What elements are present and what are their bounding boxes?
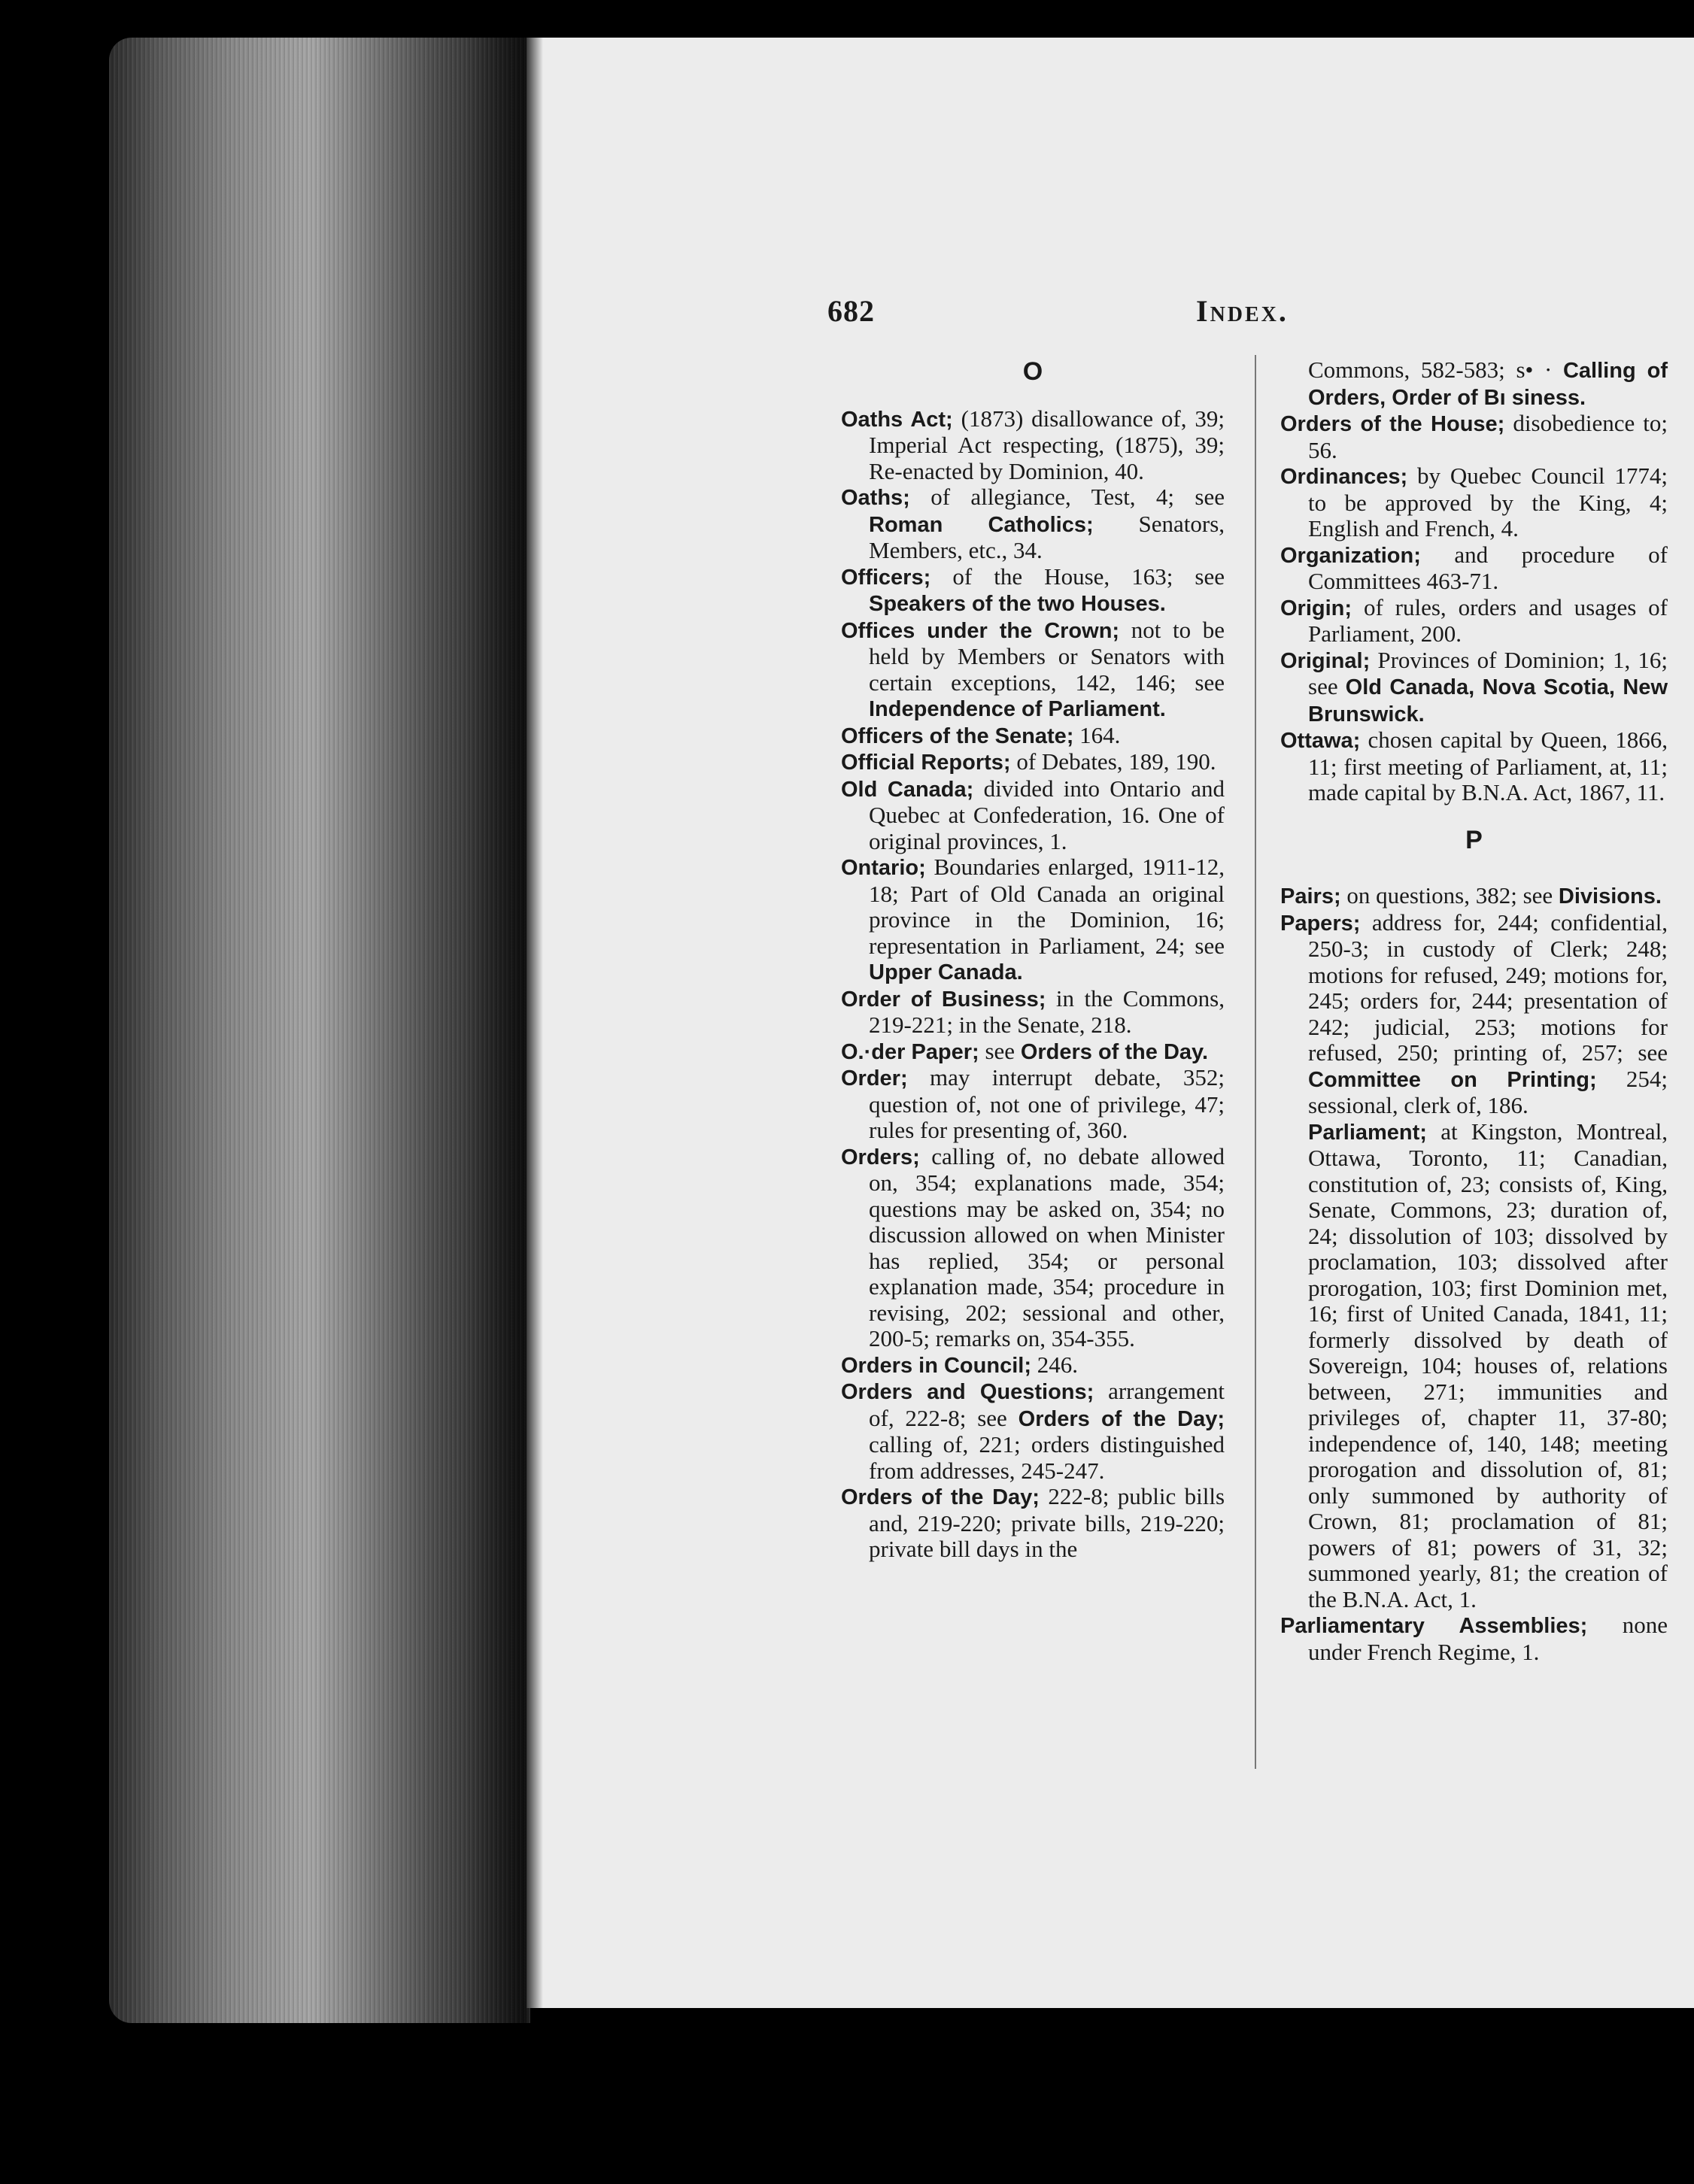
index-entry <box>841 564 1225 617</box>
index-entry <box>841 1065 1225 1144</box>
entry-text: at Kingston, Montreal, Ottawa, Toronto, 11; Canadian, constitution of, 23; consists of, King, Senate, Commons, 23; duration of, 24; dissolution of 103; dissolved by proclamation, 103; dissolved after prorogation, 103; first Dominion met, 16; first of United Canada, 1841, 11; formerly dissolved by death of Sovereign, 104; houses of, relations between, 271; immunities and privileges of, chapter 11, 37-80; independence of, 140, 148; meeting prorogation and dissolution of, 81; only summoned by authority of Crown, 81; proclamation of 81; powers of 81; powers of 31, 32; summoned yearly, 81; the creation of the B.N.A. Act, 1. <box>1308 1118 1668 1612</box>
index-entry <box>841 1379 1225 1484</box>
index-entry <box>841 723 1225 750</box>
entry-headword: Origin; <box>1280 596 1352 620</box>
entry-text: in the Commons, 219-221; in the Senate, 218. <box>869 984 1225 1038</box>
index-entry <box>1280 648 1668 728</box>
entry-text: of Debates, 189, 190. <box>1010 748 1216 775</box>
entry-headword: Parliamentary Assemblies; <box>1280 1614 1588 1638</box>
entry-text: 164. <box>1073 721 1121 748</box>
cross-reference: Calling of Orders, Order of Bı siness. <box>1308 359 1668 410</box>
entry-headword: Oaths Act; <box>841 407 953 432</box>
index-entry <box>1280 463 1668 542</box>
entry-text: Commons, 582-583; s• · <box>1308 356 1563 383</box>
entry-headword: Papers; <box>1280 911 1361 936</box>
entry-headword: Ottawa; <box>1280 729 1361 753</box>
entry-text: by Quebec Council 1774; to be approved by the King, 4; English and French, 4. <box>1308 463 1668 541</box>
entry-headword: Orders of the House; <box>1280 412 1505 436</box>
index-entry <box>841 986 1225 1039</box>
edge-shadow <box>466 38 527 2023</box>
cross-reference: Upper Canada. <box>869 960 1023 984</box>
entry-text: of allegiance, Test, 4; see <box>909 484 1225 510</box>
entry-text: none under French Regime, 1. <box>1308 1612 1668 1665</box>
index-entry <box>1280 542 1668 595</box>
entry-headword: Original; <box>1280 648 1371 673</box>
entry-text: calling of, 221; orders distinguished from addresses, 245-247. <box>869 1431 1225 1484</box>
entry-headword: Ordinances; <box>1280 465 1408 489</box>
entry-headword: Orders; <box>841 1145 920 1169</box>
entry-headword: Officers; <box>841 565 931 590</box>
entry-text: arrangement of, 222-8; see <box>869 1378 1225 1431</box>
entry-headword: Officers of the Senate; <box>841 723 1074 748</box>
index-entry <box>841 484 1225 564</box>
entry-headword: Oaths; <box>841 486 910 510</box>
entry-text: not to be held by Members or Senators with certain exceptions, 142, 146; see <box>869 616 1225 696</box>
entry-text: on questions, 382; see <box>1340 882 1559 908</box>
entry-headword: Pairs; <box>1280 884 1341 908</box>
entry-headword: Orders of the Day; <box>841 1485 1040 1509</box>
entry-text: 254; sessional, clerk of, 186. <box>1308 1065 1668 1118</box>
index-entry <box>1280 727 1668 806</box>
entry-headword: Old Canada; <box>841 777 974 802</box>
index-entry <box>841 406 1225 485</box>
index-entry <box>841 749 1225 776</box>
index-entry <box>841 854 1225 986</box>
cross-reference: Roman Catholics; <box>869 512 1094 537</box>
index-entry <box>1280 883 1668 910</box>
index-entry-parliament <box>1280 1119 1668 1613</box>
entry-headword: Order; <box>841 1066 908 1090</box>
entry-text: address for, 244; confidential, 250-3; in custody of Clerk; 248; motions for refused, 249; motions for, 245; orders for, 244; presentation of 242; judicial, 253; motions for refused, 250; printing of, 257; see <box>1308 908 1668 1066</box>
index-entry <box>1280 1612 1668 1665</box>
page-number: 682 <box>827 294 875 328</box>
entry-headword: Offices under the Crown; <box>841 618 1120 643</box>
entry-text: Provinces of Dominion; 1, 16; see <box>1308 646 1668 699</box>
index-entry <box>841 1484 1225 1563</box>
cross-reference: Old Canada, Nova Scotia, New Brunswick. <box>1308 675 1668 726</box>
entry-headword: Parliament; <box>1308 1120 1427 1145</box>
entry-text: see <box>979 1037 1021 1064</box>
index-entry <box>1280 910 1668 1119</box>
running-head: Index. <box>1196 294 1289 328</box>
entry-headword: Orders in Council; <box>841 1353 1031 1378</box>
cross-reference: Committee on Printing; <box>1308 1067 1597 1092</box>
entry-text: calling of, no debate allowed on, 354; explanations made, 354; questions may be asked on, 354; no discussion allowed on when Minister has replied, 354; or personal explanation made, 354; procedure in revising, 202; sessional and other, 200-5; remarks on, 354-355. <box>869 1142 1225 1351</box>
cross-reference: Orders of the Day; <box>1018 1406 1225 1431</box>
entry-text: and procedure of Committees 463-71. <box>1308 541 1668 594</box>
letter-heading-p: P <box>1465 825 1483 854</box>
right-column <box>1280 357 1668 1665</box>
cross-reference: Speakers of the two Houses. <box>869 592 1166 616</box>
entry-text: Senators, Members, etc., 34. <box>869 510 1225 563</box>
index-entry <box>841 1144 1225 1352</box>
entry-text: (1873) disallowance of, 39; Imperial Act respecting, (1875), 39; Re-enacted by Dominion, 40. <box>869 405 1225 484</box>
page-gutter <box>527 38 543 2008</box>
entry-text: may interrupt debate, 352; question of, not one of privilege, 47; rules for presenting of, 360. <box>869 1064 1225 1143</box>
index-entry <box>841 776 1225 855</box>
entry-continuation <box>1280 357 1668 411</box>
entry-headword: Orders and Questions; <box>841 1380 1094 1404</box>
cross-reference: Orders of the Day. <box>1020 1039 1209 1064</box>
cross-reference: Divisions. <box>1558 884 1662 908</box>
entry-text: chosen capital by Queen, 1866, 11; first meeting of Parliament, at, 11; made capital by B.N.A. Act, 1867, 11. <box>1308 726 1668 805</box>
entry-text: disobedience to; 56. <box>1308 410 1668 463</box>
letter-heading-o: O <box>1022 357 1043 386</box>
index-entry <box>841 1039 1225 1066</box>
index-entry <box>1280 595 1668 648</box>
index-entry <box>1280 411 1668 463</box>
entry-headword: Official Reports; <box>841 751 1011 775</box>
index-entry <box>841 617 1225 723</box>
index-entry <box>841 1352 1225 1379</box>
entry-headword: O.·der Paper; <box>841 1039 979 1064</box>
entry-text: divided into Ontario and Quebec at Confederation, 16. One of original provinces, 1. <box>869 775 1225 854</box>
entry-text: of rules, orders and usages of Parliament, 200. <box>1308 593 1668 647</box>
left-column <box>841 357 1225 1563</box>
entry-text: 246. <box>1031 1351 1078 1378</box>
entry-text: 222-8; public bills and, 219-220; private bills, 219-220; private bill days in the <box>869 1483 1225 1562</box>
entry-text: Boundaries enlarged, 1911-12, 18; Part of Old Canada an original province in the Dominion, 16; representation in Parliament, 24; see <box>869 854 1225 959</box>
column-divider <box>1255 355 1256 1769</box>
cross-reference: Independence of Parliament. <box>869 697 1166 721</box>
entry-headword: Ontario; <box>841 856 926 880</box>
entry-headword: Order of Business; <box>841 987 1046 1012</box>
entry-headword: Organization; <box>1280 543 1421 568</box>
entry-text: of the House, 163; see <box>930 563 1225 590</box>
